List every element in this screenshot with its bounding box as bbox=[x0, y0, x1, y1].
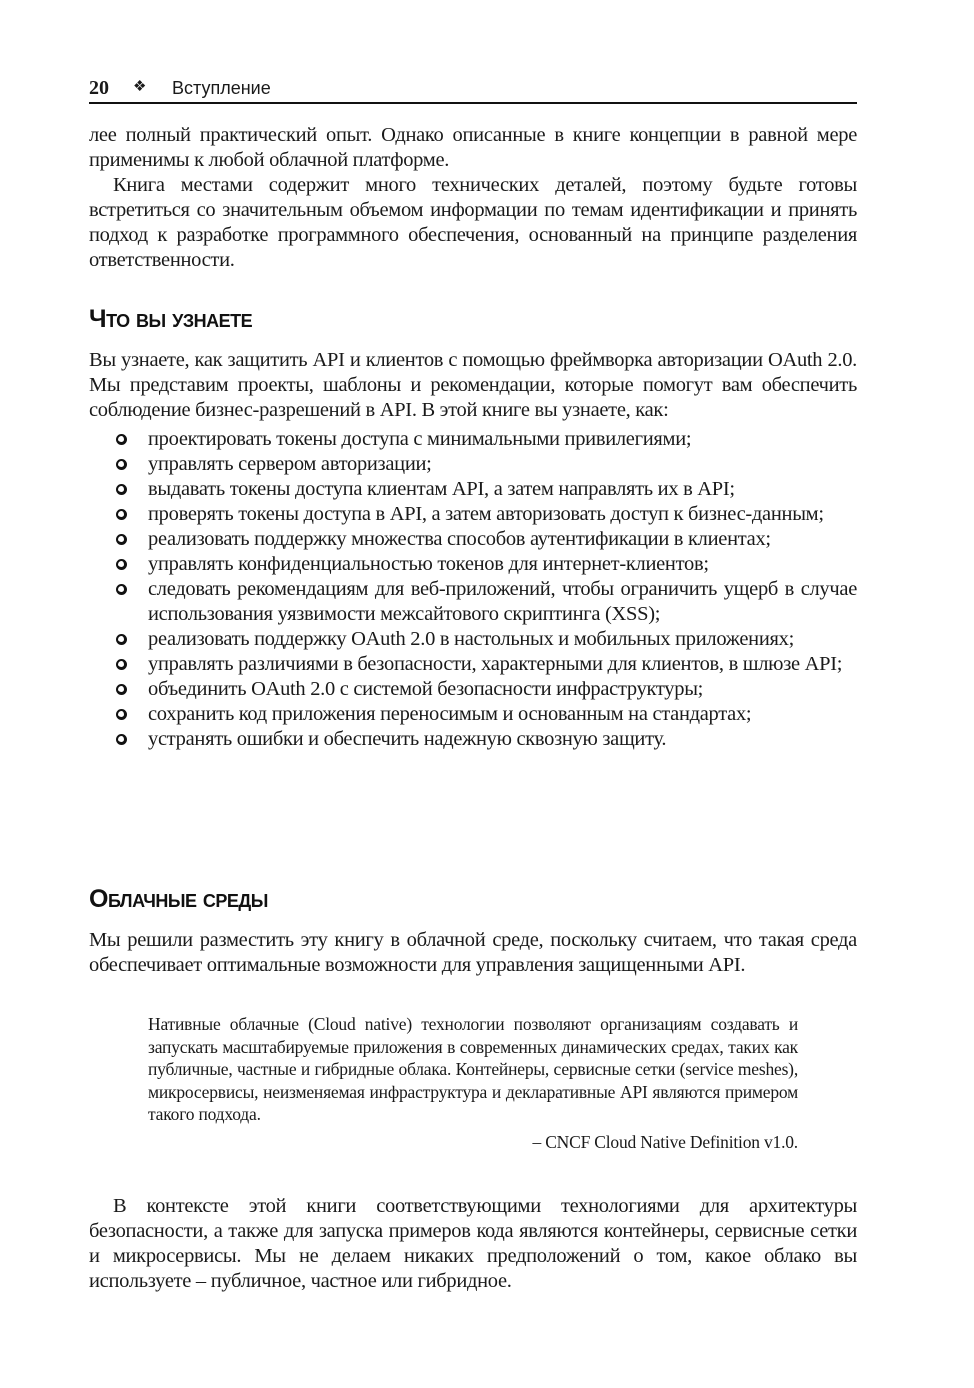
list-item: следовать рекомендациям для веб-приложений, чтобы ограничить ущерб в случае использования уязвимости межсайтового скриптинга (XSS); bbox=[89, 577, 857, 627]
list-item: управлять конфиденциальностью токенов для интернет-клиентов; bbox=[89, 552, 857, 577]
circle-bullet-icon bbox=[116, 709, 127, 720]
list-item: объединить OAuth 2.0 с системой безопасности инфраструктуры; bbox=[89, 677, 857, 702]
ornament-icon: ❖ bbox=[133, 78, 147, 95]
circle-bullet-icon bbox=[116, 684, 127, 695]
list-item: реализовать поддержку множества способов аутентификации в клиентах; bbox=[89, 527, 857, 552]
circle-bullet-icon bbox=[116, 434, 127, 445]
circle-bullet-icon bbox=[116, 559, 127, 570]
circle-bullet-icon bbox=[116, 484, 127, 495]
list-item: проектировать токены доступа с минимальными привилегиями; bbox=[89, 427, 857, 452]
list-item: управлять различиями в безопасности, характерными для клиентов, в шлюзе API; bbox=[89, 652, 857, 677]
learn-paragraph: Вы узнаете, как защитить API и клиентов с помощью фреймворка авторизации OAuth 2.0. Мы представим проекты, шаблоны и рекомендации, которые помогут вам обеспечить соблюдение бизнес-разрешений в API. В этой книге вы узнаете, как: bbox=[89, 349, 857, 421]
list-item: выдавать токены доступа клиентам API, а затем направлять их в API; bbox=[89, 477, 857, 502]
circle-bullet-icon bbox=[116, 509, 127, 520]
section-learn bbox=[89, 305, 857, 334]
circle-bullet-icon bbox=[116, 734, 127, 745]
quote-text: Нативные облачные (Cloud native) технологии позволяют организациям создавать и запускать масштабируемые приложения в современных динамических средах, таких как публичные, частные и гибридные облака. Контейнеры, сервисные сетки (service meshes), микросервисы, неизменяемая инфраструктура и декларативные API являются примером такого подхода. bbox=[148, 1014, 798, 1124]
section-cloud-body bbox=[89, 928, 857, 978]
list-item: управлять сервером авторизации; bbox=[89, 452, 857, 477]
page-number: 20 bbox=[89, 77, 109, 99]
circle-bullet-icon bbox=[116, 459, 127, 470]
quote-attribution: – CNCF Cloud Native Definition v1.0. bbox=[532, 1131, 798, 1152]
list-item: реализовать поддержку OAuth 2.0 в настольных и мобильных приложениях; bbox=[89, 627, 857, 652]
circle-bullet-icon bbox=[116, 584, 127, 595]
learn-bullet-list bbox=[89, 427, 857, 752]
circle-bullet-icon bbox=[116, 634, 127, 645]
section-heading-cloud: Облачные среды bbox=[89, 885, 268, 913]
cloud-paragraph: Мы решили разместить эту книгу в облачной среде, поскольку считаем, что такая среда обеспечивает оптимальные возможности для управления защищенными API. bbox=[89, 929, 857, 976]
section-heading-learn: Что вы узнаете bbox=[89, 305, 253, 333]
closing-paragraph: В контексте этой книги соответствующими технологиями для архитектуры безопасности, а также для запуска примеров кода являются контейнеры, сервисные сетки и микросервисы. Мы не делаем никаких предположений о том, какое облако вы используете – публичное, частное или гибридное. bbox=[89, 1195, 857, 1292]
closing-block bbox=[89, 1194, 857, 1294]
intro-paragraph-1: лее полный практический опыт. Однако описанные в книге концепции в равной мере применимы к любой облачной платформе. bbox=[89, 124, 857, 171]
intro-block bbox=[89, 123, 857, 273]
intro-paragraph-2: Книга местами содержит много технических деталей, поэтому будьте готовы встретиться со значительным объемом информации по темам идентификации и принять подход к разработке программного обеспечения, основанный на принципе разделения ответственности. bbox=[89, 174, 857, 271]
running-head bbox=[89, 76, 857, 104]
list-item: устранять ошибки и обеспечить надежную сквозную защиту. bbox=[89, 727, 857, 752]
section-learn-body bbox=[89, 348, 857, 752]
chapter-title: Вступление bbox=[172, 78, 271, 98]
blockquote bbox=[148, 1013, 798, 1153]
list-item: проверять токены доступа в API, а затем авторизовать доступ к бизнес-данным; bbox=[89, 502, 857, 527]
circle-bullet-icon bbox=[116, 534, 127, 545]
circle-bullet-icon bbox=[116, 659, 127, 670]
list-item: сохранить код приложения переносимым и основанным на стандартах; bbox=[89, 702, 857, 727]
section-cloud bbox=[89, 885, 857, 914]
